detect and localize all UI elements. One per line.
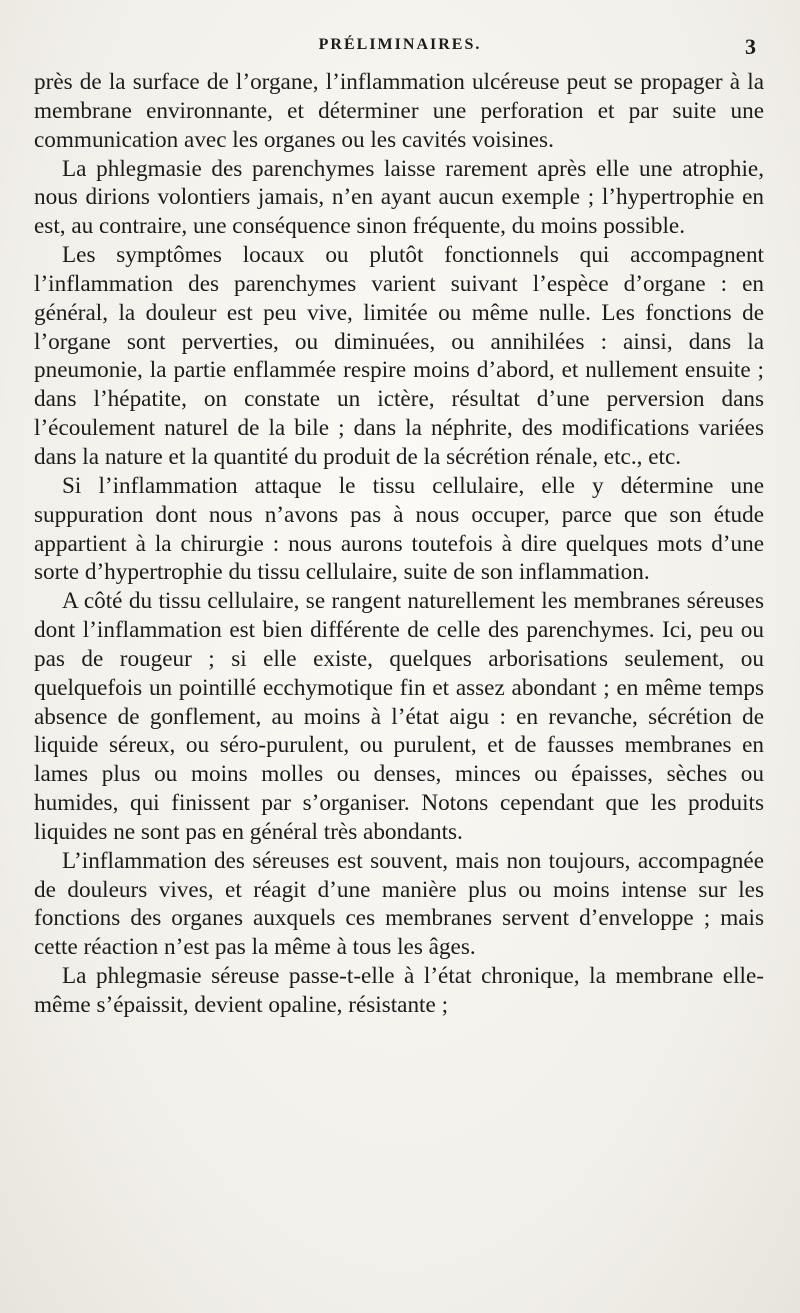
body-text (34, 68, 764, 1020)
paragraph-continuation: près de la surface de l’organe, l’inflammation ulcéreuse peut se propager à la membrane environnante, et déterminer une perforation et par suite une communication avec les organes ou les cavités voisines. (34, 69, 764, 153)
paragraph-sereuses: A côté du tissu cellulaire, se rangent naturellement les membranes séreuses dont l’inflammation est bien différente de celle des parenchymes. Ici, peu ou pas de rougeur ; si elle existe, quelques arborisations seulement, ou quelquefois un pointillé ecchymotique fin et assez abondant ; en même temps absence de gonflement, au moins à l’état aigu : en revanche, sécrétion de liquide séreux, ou séro-purulent, ou purulent, et de fausses membranes en lames plus ou moins molles ou denses, minces ou épaisses, sèches ou humides, qui finissent par s’organiser. Notons cependant que les produits liquides ne sont pas en général très abondants. (34, 588, 764, 845)
paragraph-chronique: La phlegmasie séreuse passe-t-elle à l’état chronique, la membrane elle-même s’épaissit, devient opaline, résistante ; (34, 963, 764, 1018)
page-header (0, 34, 800, 62)
running-title: PRÉLIMINAIRES. (318, 36, 482, 53)
paragraph-douleurs: L’inflammation des séreuses est souvent, mais non toujours, accompagnée de douleurs vives, et réagit d’une manière plus ou moins intense sur les fonctions des organes auxquels ces membranes servent d’enveloppe ; mais cette réaction n’est pas la même à tous les âges. (34, 847, 764, 961)
paragraph-symptomes: Les symptômes locaux ou plutôt fonctionnels qui accompagnent l’inflammation des parenchymes varient suivant l’espèce d’organe : en général, la douleur est peu vive, limitée ou même nulle. Les fonctions de l’organe sont perverties, ou diminuées, ou annihilées : ainsi, dans la pneumonie, la partie enflammée respire moins d’abord, et nullement ensuite ; dans l’hépatite, on constate un ictère, résultat d’une perversion dans l’écoulement naturel de la bile ; dans la néphrite, des modifications variées dans la nature et la quantité du produit de la sécrétion rénale, etc., etc. (34, 242, 764, 470)
page-number: 3 (745, 34, 756, 59)
paragraph-atrophie: La phlegmasie des parenchymes laisse rarement après elle une atrophie, nous dirions volontiers jamais, n’en ayant aucun exemple ; l’hypertrophie en est, au contraire, une conséquence sinon fréquente, du moins possible. (34, 155, 764, 240)
paragraph-tissu-cellulaire: Si l’inflammation attaque le tissu cellulaire, elle y détermine une suppuration dont nous n’avons pas à nous occuper, parce que son étude appartient à la chirurgie : nous aurons toutefois à dire quelques mots d’une sorte d’hypertrophie du tissu cellulaire, suite de son inflammation. (34, 472, 764, 586)
